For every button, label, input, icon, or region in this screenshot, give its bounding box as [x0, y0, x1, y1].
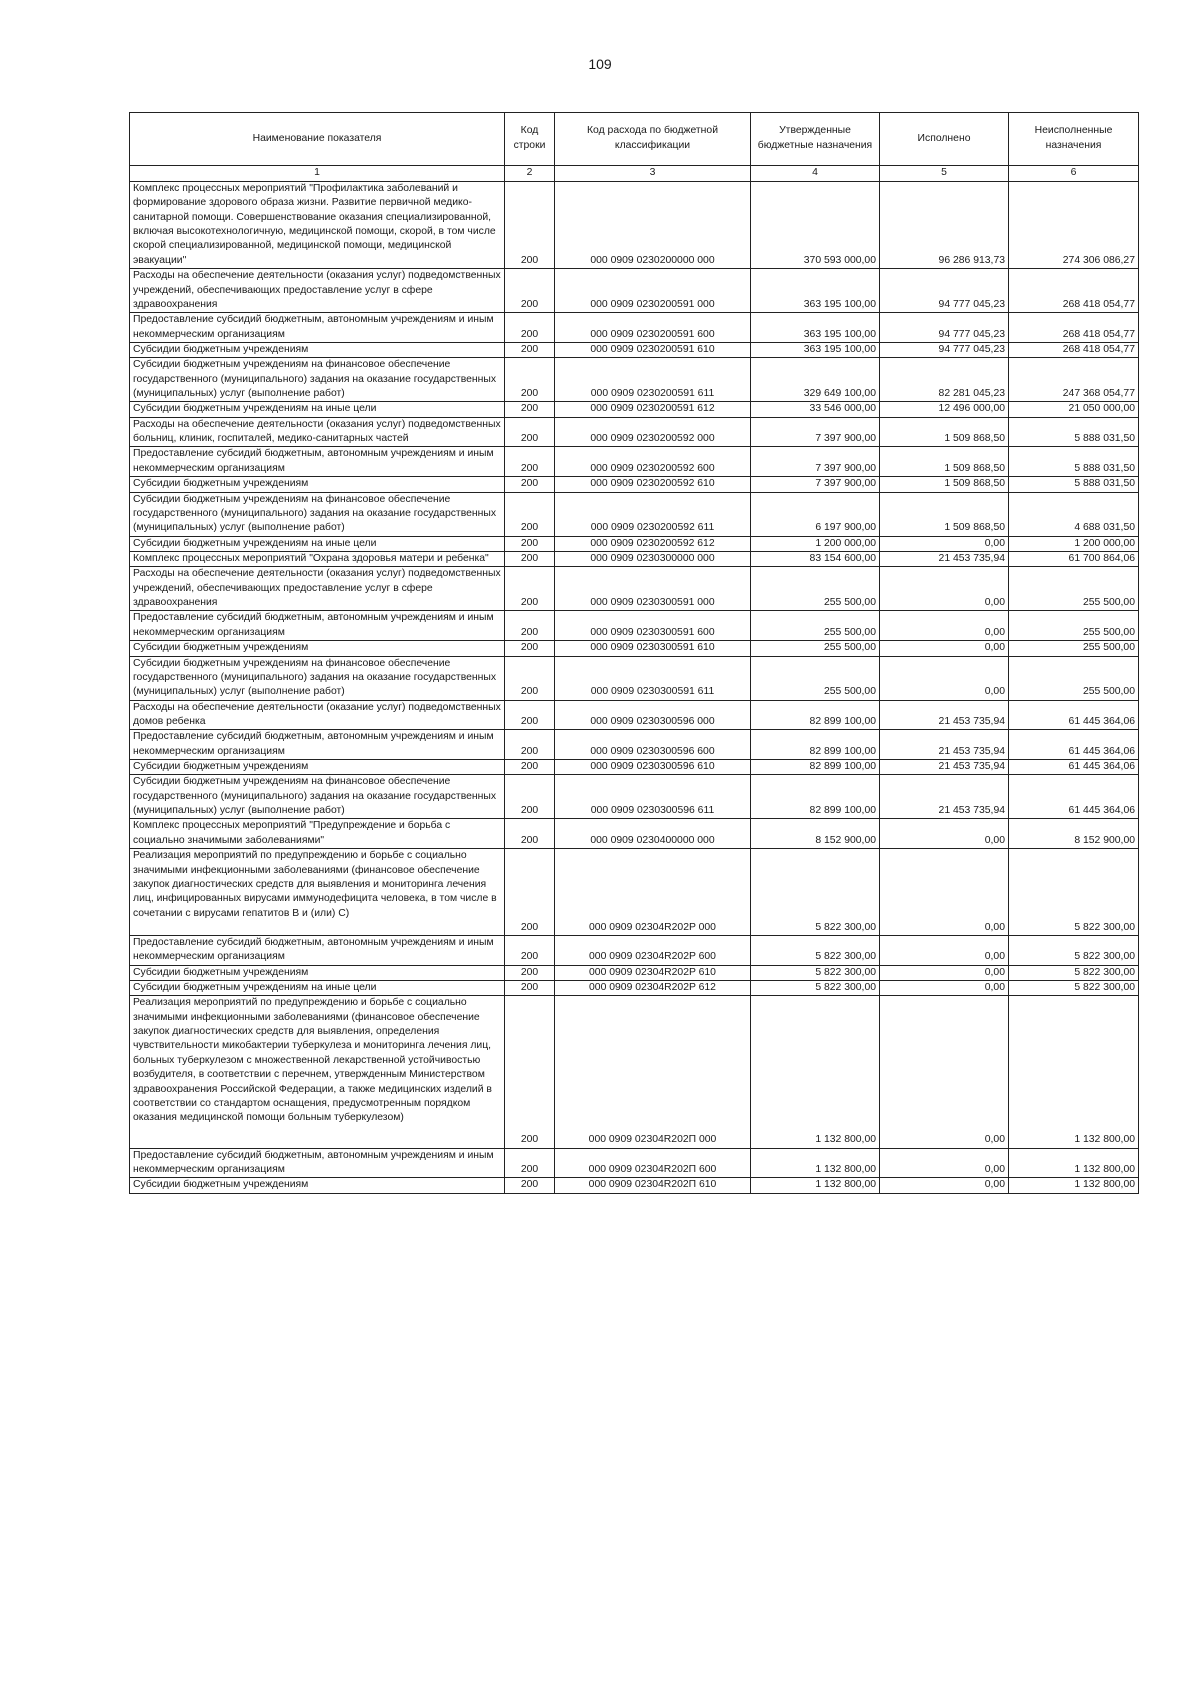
- row-name-text: Субсидии бюджетным учреждениям на финансовое обеспечение государственного (муниципального) задания на оказание государственных (муниципальных) услуг (выполнение работ): [133, 359, 497, 400]
- row-name: [130, 656, 505, 700]
- row-line-code: 200: [505, 760, 555, 775]
- row-line-code: 200: [505, 1148, 555, 1178]
- row-name-text: Субсидии бюджетным учреждениям: [133, 1179, 309, 1191]
- row-line-code: 200: [505, 536, 555, 551]
- table-row: [130, 492, 1139, 536]
- row-name: [130, 775, 505, 819]
- row-name: [130, 996, 505, 1148]
- row-name: [130, 965, 505, 980]
- row-unexecuted: 268 418 054,77: [1009, 269, 1139, 313]
- column-number: 4: [751, 166, 880, 182]
- row-unexecuted: 274 306 086,27: [1009, 182, 1139, 269]
- row-approved: 82 899 100,00: [751, 760, 880, 775]
- row-executed: 0,00: [880, 965, 1009, 980]
- row-executed: 21 453 735,94: [880, 775, 1009, 819]
- row-name: [130, 935, 505, 965]
- row-budget-code: 000 0909 02304R202P 612: [555, 981, 751, 996]
- row-name-text: Субсидии бюджетным учреждениям: [133, 966, 309, 978]
- table-row: [130, 1178, 1139, 1193]
- row-line-code: 200: [505, 996, 555, 1148]
- row-name-text: Расходы на обеспечение деятельности (оказание услуг) подведомственных домов ребенка: [133, 701, 501, 727]
- row-line-code: 200: [505, 477, 555, 492]
- row-budget-code: 000 0909 0230200591 000: [555, 269, 751, 313]
- row-approved: 5 822 300,00: [751, 935, 880, 965]
- row-unexecuted: 247 368 054,77: [1009, 358, 1139, 402]
- column-number: 5: [880, 166, 1009, 182]
- row-unexecuted: 21 050 000,00: [1009, 402, 1139, 417]
- row-name-text: Реализация мероприятий по предупреждению и борьбе с социально значимыми инфекционными заболеваниями (финансовое обеспечение закупок диагностических средств для выявления, определения чувствительности микобактерии туберкулеза и мониторинга лечения лиц, больных туберкулезом с множественной лекарственной устойчивостью возбудителя, в соответствии с перечнем, утвержденным Министерством здравоохранения Российской Федерации, а также медицинских изделий в соответствии со стандартом оснащения, предусмотренным порядком оказания медицинской помощи больным туберкулезом): [133, 997, 492, 1124]
- row-approved: 7 397 900,00: [751, 477, 880, 492]
- row-unexecuted: 61 445 364,06: [1009, 700, 1139, 730]
- row-approved: 363 195 100,00: [751, 269, 880, 313]
- row-name-text: Субсидии бюджетным учреждениям на иные цели: [133, 982, 377, 994]
- row-line-code: 200: [505, 935, 555, 965]
- table-row: [130, 358, 1139, 402]
- row-budget-code: 000 0909 0230300596 610: [555, 760, 751, 775]
- row-unexecuted: 255 500,00: [1009, 567, 1139, 611]
- row-executed: 0,00: [880, 981, 1009, 996]
- row-unexecuted: 1 200 000,00: [1009, 536, 1139, 551]
- row-line-code: 200: [505, 611, 555, 641]
- row-executed: 94 777 045,23: [880, 342, 1009, 357]
- row-approved: 363 195 100,00: [751, 342, 880, 357]
- table-row: [130, 641, 1139, 656]
- row-line-code: 200: [505, 849, 555, 936]
- row-line-code: 200: [505, 269, 555, 313]
- row-budget-code: 000 0909 0230400000 000: [555, 819, 751, 849]
- row-name: [130, 447, 505, 477]
- table-row: [130, 996, 1139, 1148]
- row-name: [130, 730, 505, 760]
- row-unexecuted: 268 418 054,77: [1009, 313, 1139, 343]
- row-budget-code: 000 0909 0230300591 000: [555, 567, 751, 611]
- row-budget-code: 000 0909 0230300591 600: [555, 611, 751, 641]
- row-approved: 370 593 000,00: [751, 182, 880, 269]
- row-executed: 12 496 000,00: [880, 402, 1009, 417]
- row-executed: 94 777 045,23: [880, 269, 1009, 313]
- row-unexecuted: 255 500,00: [1009, 611, 1139, 641]
- row-budget-code: 000 0909 0230200592 600: [555, 447, 751, 477]
- row-budget-code: 000 0909 02304R202П 600: [555, 1148, 751, 1178]
- table-row: [130, 935, 1139, 965]
- row-approved: 1 200 000,00: [751, 536, 880, 551]
- row-approved: 255 500,00: [751, 567, 880, 611]
- row-line-code: 200: [505, 656, 555, 700]
- row-name-text: Субсидии бюджетным учреждениям: [133, 642, 309, 654]
- row-name: [130, 819, 505, 849]
- table-row: [130, 849, 1139, 936]
- row-name-text: Предоставление субсидий бюджетным, автономным учреждениям и иным некоммерческим организациям: [133, 1149, 494, 1175]
- table-row: [130, 182, 1139, 269]
- row-name: [130, 641, 505, 656]
- row-executed: 1 509 868,50: [880, 477, 1009, 492]
- row-name: [130, 611, 505, 641]
- table-row: [130, 819, 1139, 849]
- row-budget-code: 000 0909 0230300596 611: [555, 775, 751, 819]
- row-budget-code: 000 0909 0230300591 611: [555, 656, 751, 700]
- row-budget-code: 000 0909 02304R202P 610: [555, 965, 751, 980]
- row-executed: 21 453 735,94: [880, 700, 1009, 730]
- row-line-code: 200: [505, 492, 555, 536]
- row-unexecuted: 61 700 864,06: [1009, 551, 1139, 566]
- row-approved: 83 154 600,00: [751, 551, 880, 566]
- row-name: [130, 760, 505, 775]
- row-unexecuted: 5 888 031,50: [1009, 447, 1139, 477]
- table-row: [130, 965, 1139, 980]
- row-executed: 1 509 868,50: [880, 417, 1009, 447]
- row-name: [130, 182, 505, 269]
- row-approved: 82 899 100,00: [751, 775, 880, 819]
- row-budget-code: 000 0909 0230200592 611: [555, 492, 751, 536]
- row-line-code: 200: [505, 819, 555, 849]
- row-approved: 8 152 900,00: [751, 819, 880, 849]
- row-executed: 0,00: [880, 656, 1009, 700]
- row-approved: 7 397 900,00: [751, 447, 880, 477]
- row-approved: 1 132 800,00: [751, 1148, 880, 1178]
- header-executed: Исполнено: [880, 113, 1009, 166]
- table-row: [130, 656, 1139, 700]
- row-name: [130, 492, 505, 536]
- row-name: [130, 1148, 505, 1178]
- row-budget-code: 000 0909 0230200592 612: [555, 536, 751, 551]
- row-name-text: Субсидии бюджетным учреждениям на финансовое обеспечение государственного (муниципального) задания на оказание государственных (муниципальных) услуг (выполнение работ): [133, 493, 497, 534]
- row-budget-code: 000 0909 02304R202П 610: [555, 1178, 751, 1193]
- row-approved: 5 822 300,00: [751, 965, 880, 980]
- row-name-text: Комплекс процессных мероприятий "Предупреждение и борьба с социально значимыми заболеваниями": [133, 820, 451, 846]
- row-name-text: Комплекс процессных мероприятий "Охрана здоровья матери и ребенка": [133, 552, 489, 564]
- row-unexecuted: 5 822 300,00: [1009, 935, 1139, 965]
- row-name-text: Субсидии бюджетным учреждениям на иные цели: [133, 537, 377, 549]
- row-budget-code: 000 0909 02304R202P 000: [555, 849, 751, 936]
- row-executed: 0,00: [880, 1178, 1009, 1193]
- row-approved: 1 132 800,00: [751, 996, 880, 1148]
- row-budget-code: 000 0909 0230300000 000: [555, 551, 751, 566]
- budget-execution-table: [129, 112, 1139, 1194]
- row-unexecuted: 5 822 300,00: [1009, 965, 1139, 980]
- table-row: [130, 551, 1139, 566]
- row-name-text: Субсидии бюджетным учреждениям на финансовое обеспечение государственного (муниципального) задания на оказание государственных (муниципальных) услуг (выполнение работ): [133, 776, 497, 817]
- row-unexecuted: 61 445 364,06: [1009, 760, 1139, 775]
- row-budget-code: 000 0909 0230200592 610: [555, 477, 751, 492]
- row-approved: 363 195 100,00: [751, 313, 880, 343]
- header-indicator-name: Наименование показателя: [130, 113, 505, 166]
- row-line-code: 200: [505, 730, 555, 760]
- row-budget-code: 000 0909 0230200591 610: [555, 342, 751, 357]
- table-row: [130, 611, 1139, 641]
- row-name-text: Предоставление субсидий бюджетным, автономным учреждениям и иным некоммерческим организациям: [133, 731, 494, 757]
- row-line-code: 200: [505, 700, 555, 730]
- row-name-text: Предоставление субсидий бюджетным, автономным учреждениям и иным некоммерческим организациям: [133, 936, 494, 963]
- row-name: [130, 551, 505, 566]
- row-unexecuted: 8 152 900,00: [1009, 819, 1139, 849]
- row-unexecuted: 5 888 031,50: [1009, 477, 1139, 492]
- row-name: [130, 536, 505, 551]
- row-executed: 0,00: [880, 536, 1009, 551]
- table-row: [130, 760, 1139, 775]
- row-name: [130, 477, 505, 492]
- row-budget-code: 000 0909 0230300596 000: [555, 700, 751, 730]
- row-approved: 6 197 900,00: [751, 492, 880, 536]
- row-name-text: Предоставление субсидий бюджетным, автономным учреждениям и иным некоммерческим организациям: [133, 314, 494, 340]
- row-unexecuted: 1 132 800,00: [1009, 1178, 1139, 1193]
- row-line-code: 200: [505, 358, 555, 402]
- column-number: 3: [555, 166, 751, 182]
- row-name-text: Субсидии бюджетным учреждениям на иные цели: [133, 403, 377, 415]
- row-executed: 21 453 735,94: [880, 730, 1009, 760]
- row-approved: 255 500,00: [751, 611, 880, 641]
- row-name: [130, 567, 505, 611]
- row-line-code: 200: [505, 567, 555, 611]
- row-line-code: 200: [505, 981, 555, 996]
- row-approved: 5 822 300,00: [751, 981, 880, 996]
- row-line-code: 200: [505, 182, 555, 269]
- row-budget-code: 000 0909 0230300591 610: [555, 641, 751, 656]
- row-executed: 96 286 913,73: [880, 182, 1009, 269]
- column-number: 2: [505, 166, 555, 182]
- row-approved: 255 500,00: [751, 656, 880, 700]
- row-unexecuted: 255 500,00: [1009, 656, 1139, 700]
- table-row: [130, 402, 1139, 417]
- row-budget-code: 000 0909 0230200592 000: [555, 417, 751, 447]
- row-budget-code: 000 0909 0230200591 612: [555, 402, 751, 417]
- row-unexecuted: 1 132 800,00: [1009, 1148, 1139, 1178]
- header-approved: Утвержденные бюджетные назначения: [751, 113, 880, 166]
- row-line-code: 200: [505, 775, 555, 819]
- row-executed: 21 453 735,94: [880, 551, 1009, 566]
- row-executed: 0,00: [880, 567, 1009, 611]
- table-row: [130, 417, 1139, 447]
- row-name: [130, 417, 505, 447]
- table-row: [130, 981, 1139, 996]
- row-name-text: Субсидии бюджетным учреждениям: [133, 478, 309, 490]
- row-name: [130, 269, 505, 313]
- row-executed: 82 281 045,23: [880, 358, 1009, 402]
- row-executed: 1 509 868,50: [880, 492, 1009, 536]
- row-unexecuted: 268 418 054,77: [1009, 342, 1139, 357]
- row-name: [130, 313, 505, 343]
- row-budget-code: 000 0909 0230200591 611: [555, 358, 751, 402]
- table-row: [130, 700, 1139, 730]
- row-approved: 7 397 900,00: [751, 417, 880, 447]
- row-line-code: 200: [505, 402, 555, 417]
- row-name-text: Субсидии бюджетным учреждениям: [133, 343, 309, 355]
- row-line-code: 200: [505, 313, 555, 343]
- row-line-code: 200: [505, 1178, 555, 1193]
- row-name-text: Субсидии бюджетным учреждениям: [133, 761, 309, 773]
- row-budget-code: 000 0909 0230300596 600: [555, 730, 751, 760]
- table-row: [130, 313, 1139, 343]
- row-approved: 1 132 800,00: [751, 1178, 880, 1193]
- row-name-text: Предоставление субсидий бюджетным, автономным учреждениям и иным некоммерческим организациям: [133, 448, 494, 474]
- row-approved: 33 546 000,00: [751, 402, 880, 417]
- row-name: [130, 849, 505, 936]
- header-row: [130, 113, 1139, 166]
- row-unexecuted: 5 888 031,50: [1009, 417, 1139, 447]
- table-row: [130, 536, 1139, 551]
- row-name-text: Расходы на обеспечение деятельности (оказания услуг) подведомственных учреждений, обеспечивающих предоставление услуг в сфере здравоохранения: [133, 568, 501, 609]
- row-name-text: Субсидии бюджетным учреждениям на финансовое обеспечение государственного (муниципального) задания на оказание государственных (муниципальных) услуг (выполнение работ): [133, 657, 497, 698]
- row-unexecuted: 1 132 800,00: [1009, 996, 1139, 1148]
- header-unexecuted: Неисполненные назначения: [1009, 113, 1139, 166]
- row-name-text: Расходы на обеспечение деятельности (оказания услуг) подведомственных учреждений, обеспечивающих предоставление услуг в сфере здравоохранения: [133, 270, 501, 310]
- header-line-code: Код строки: [505, 113, 555, 166]
- row-unexecuted: 61 445 364,06: [1009, 775, 1139, 819]
- row-name-text: Расходы на обеспечение деятельности (оказания услуг) подведомственных больниц, клиник, госпиталей, медико-санитарных частей: [133, 418, 501, 445]
- row-line-code: 200: [505, 447, 555, 477]
- row-name-text: Реализация мероприятий по предупреждению и борьбе с социально значимыми инфекционными заболеваниями (финансовое обеспечение закупок диагностических средств для выявления и мониторинга лечения лиц, инфицированных вирусами иммунодефицита человека, в том числе в сочетании с вирусами гепатитов В и (или) С): [133, 850, 497, 919]
- row-name-text: Комплекс процессных мероприятий "Профилактика заболеваний и формирование здорового образа жизни. Развитие первичной медико-санитарной помощи. Совершенствование оказания специализированной, включая высокотехнологичную, медицинской помощи, скорой, в том числе скорой специализированной, медицинской помощи, медицинской эвакуации": [133, 183, 496, 266]
- row-executed: 0,00: [880, 849, 1009, 936]
- row-name-text: Предоставление субсидий бюджетным, автономным учреждениям и иным некоммерческим организациям: [133, 612, 494, 638]
- row-unexecuted: 5 822 300,00: [1009, 981, 1139, 996]
- row-budget-code: 000 0909 02304R202П 000: [555, 996, 751, 1148]
- table-row: [130, 269, 1139, 313]
- row-line-code: 200: [505, 641, 555, 656]
- row-approved: 82 899 100,00: [751, 730, 880, 760]
- row-unexecuted: 255 500,00: [1009, 641, 1139, 656]
- row-line-code: 200: [505, 342, 555, 357]
- header-budget-code: Код расхода по бюджетной классификации: [555, 113, 751, 166]
- row-name: [130, 981, 505, 996]
- row-approved: 82 899 100,00: [751, 700, 880, 730]
- row-line-code: 200: [505, 965, 555, 980]
- column-number-row: [130, 166, 1139, 182]
- row-budget-code: 000 0909 0230200000 000: [555, 182, 751, 269]
- row-line-code: 200: [505, 551, 555, 566]
- row-budget-code: 000 0909 02304R202P 600: [555, 935, 751, 965]
- column-number: 6: [1009, 166, 1139, 182]
- table-row: [130, 447, 1139, 477]
- table-row: [130, 342, 1139, 357]
- row-approved: 5 822 300,00: [751, 849, 880, 936]
- row-name: [130, 402, 505, 417]
- row-name: [130, 342, 505, 357]
- table-row: [130, 730, 1139, 760]
- row-unexecuted: 61 445 364,06: [1009, 730, 1139, 760]
- row-executed: 0,00: [880, 819, 1009, 849]
- page-number: 109: [588, 56, 612, 72]
- row-executed: 94 777 045,23: [880, 313, 1009, 343]
- row-unexecuted: 4 688 031,50: [1009, 492, 1139, 536]
- row-line-code: 200: [505, 417, 555, 447]
- row-executed: 21 453 735,94: [880, 760, 1009, 775]
- row-budget-code: 000 0909 0230200591 600: [555, 313, 751, 343]
- table-row: [130, 567, 1139, 611]
- row-name: [130, 1178, 505, 1193]
- table-row: [130, 477, 1139, 492]
- row-name: [130, 700, 505, 730]
- row-executed: 0,00: [880, 996, 1009, 1148]
- table-row: [130, 1148, 1139, 1178]
- row-executed: 0,00: [880, 641, 1009, 656]
- row-executed: 1 509 868,50: [880, 447, 1009, 477]
- table-row: [130, 775, 1139, 819]
- row-approved: 329 649 100,00: [751, 358, 880, 402]
- row-name: [130, 358, 505, 402]
- row-executed: 0,00: [880, 1148, 1009, 1178]
- row-executed: 0,00: [880, 611, 1009, 641]
- row-executed: 0,00: [880, 935, 1009, 965]
- column-number: 1: [130, 166, 505, 182]
- row-approved: 255 500,00: [751, 641, 880, 656]
- row-unexecuted: 5 822 300,00: [1009, 849, 1139, 936]
- table-body: [130, 182, 1139, 1194]
